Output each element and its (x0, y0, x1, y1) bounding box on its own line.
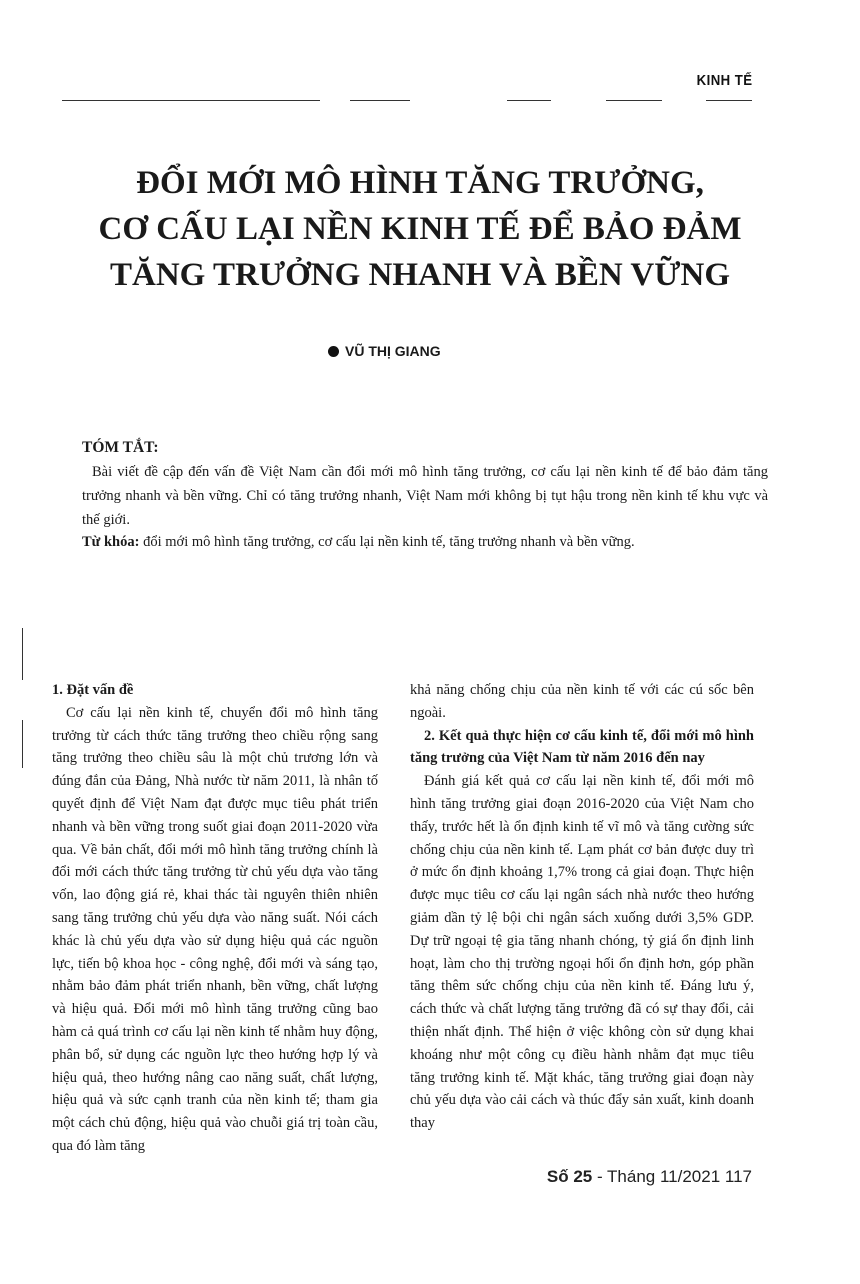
header-rule-5 (706, 100, 752, 101)
section-2-paragraph: Đánh giá kết quả cơ cấu lại nền kinh tế, đổi mới mô hình tăng trưởng giai đoạn 2016-2020 của Việt Nam cho thấy, trước hết là ổn định kinh tế vĩ mô và tăng cường sức chống chịu của nền kinh tế. Lạm phát cơ bản được duy trì ở mức ổn định khoảng 1,7% trong cả giai đoạn. Thực hiện được mục tiêu cơ cấu lại ngân sách nhà nước theo hướng giảm dần tỷ lệ bội chi ngân sách xuống dưới 3,5% GDP. Dự trữ ngoại tệ gia tăng nhanh chóng, tỷ giá ổn định linh hoạt, làm cho thị trường ngoại hối ổn định hơn, góp phần tăng thêm sức chống chịu của nền kinh tế. Đáng lưu ý, cách thức và chất lượng tăng trưởng đã có sự thay đổi, cải thiện nhất định. Thể hiện ở việc không còn sử dụng khai khoáng như một công cụ điều hành nhằm đạt mục tiêu tăng trưởng kinh tế. Mặt khác, tăng trưởng giai đoạn này chủ yếu dựa vào cải cách và thúc đẩy sản xuất, kinh doanh thay (410, 773, 754, 1132)
keywords (82, 530, 782, 554)
author-name: VŨ THỊ GIANG (345, 343, 441, 359)
abstract-text: Bài viết đề cập đến vấn đề Việt Nam cần đổi mới mô hình tăng trưởng, cơ cấu lại nền kinh tế để bảo đảm tăng trưởng nhanh và bền vững. Chỉ có tăng trưởng nhanh, Việt Nam mới không bị tụt hậu trong nền kinh tế khu vực và thế giới. (82, 464, 768, 528)
title-line-3: TĂNG TRƯỞNG NHANH VÀ BỀN VỮNG (109, 257, 731, 293)
section-1-paragraph-continued: khả năng chống chịu của nền kinh tế với các cú sốc bên ngoài. (410, 682, 754, 721)
page-number: 117 (724, 1167, 752, 1186)
keywords-text: đổi mới mô hình tăng trưởng, cơ cấu lại nền kinh tế, tăng trưởng nhanh và bền vững. (139, 534, 635, 550)
header-rule-1 (62, 100, 320, 101)
section-tag: KINH TẾ (696, 72, 752, 89)
title-line-1: ĐỔI MỚI MÔ HÌNH TĂNG TRƯỞNG, (136, 165, 704, 201)
header-rule-4 (606, 100, 662, 101)
author-byline (328, 343, 441, 359)
header-rule-2 (350, 100, 410, 101)
header-rule-3 (507, 100, 551, 101)
abstract-heading: TÓM TẮT: (82, 439, 159, 456)
section-2-heading: 2. Kết quả thực hiện cơ cấu kinh tế, đổi mới mô hình tăng trưởng của Việt Nam từ năm 2016 đến nay (410, 727, 754, 767)
keywords-label: Từ khóa: (82, 534, 140, 550)
issue-month: - Tháng 11/2021 (592, 1167, 725, 1186)
section-1-heading: 1. Đặt vấn đề (52, 682, 134, 698)
issue-number: Số 25 (546, 1167, 593, 1186)
bullet-icon (328, 346, 339, 357)
column-right (410, 679, 754, 1135)
abstract-body (82, 460, 768, 532)
margin-bar-bottom (22, 720, 23, 768)
page-footer (547, 1167, 752, 1187)
article-title (30, 160, 810, 298)
margin-bar-top (22, 628, 23, 680)
title-line-2: CƠ CẤU LẠI NỀN KINH TẾ ĐỂ BẢO ĐẢM (98, 211, 742, 247)
column-left (52, 679, 378, 1158)
section-1-paragraph: Cơ cấu lại nền kinh tế, chuyển đổi mô hình tăng trưởng từ cách thức tăng trưởng theo chiều rộng sang tăng trưởng theo chiều sâu là một chủ trương lớn và đúng đắn của Đảng, Nhà nước từ năm 2011, là nhân tố quyết định để Việt Nam đạt được mục tiêu phát triển nhanh và bền vững trong suốt giai đoạn 2011-2020 vừa qua. Về bản chất, đổi mới mô hình tăng trưởng chính là đổi mới cách thức tăng trưởng từ chủ yếu dựa vào tăng vốn, lao động giá rẻ, khai thác tài nguyên thiên nhiên sang tăng trưởng chủ yếu dựa vào năng suất. Nói cách khác là chủ yếu dựa vào sử dụng hiệu quả các nguồn lực, tiến bộ khoa học - công nghệ, đổi mới và sáng tạo, nhằm bảo đảm phát triển nhanh, bền vững, chất lượng và hiệu quả. Đổi mới mô hình tăng trưởng cũng bao hàm cả quá trình cơ cấu lại nền kinh tế nhằm huy động, phân bổ, sử dụng các nguồn lực theo hướng hợp lý và hiệu quả, theo hướng nâng cao năng suất, chất lượng, hiệu quả và sức cạnh tranh của nền kinh tế; tham gia một cách chủ động, hiệu quả vào chuỗi giá trị toàn cầu, qua đó làm tăng (52, 704, 378, 1154)
